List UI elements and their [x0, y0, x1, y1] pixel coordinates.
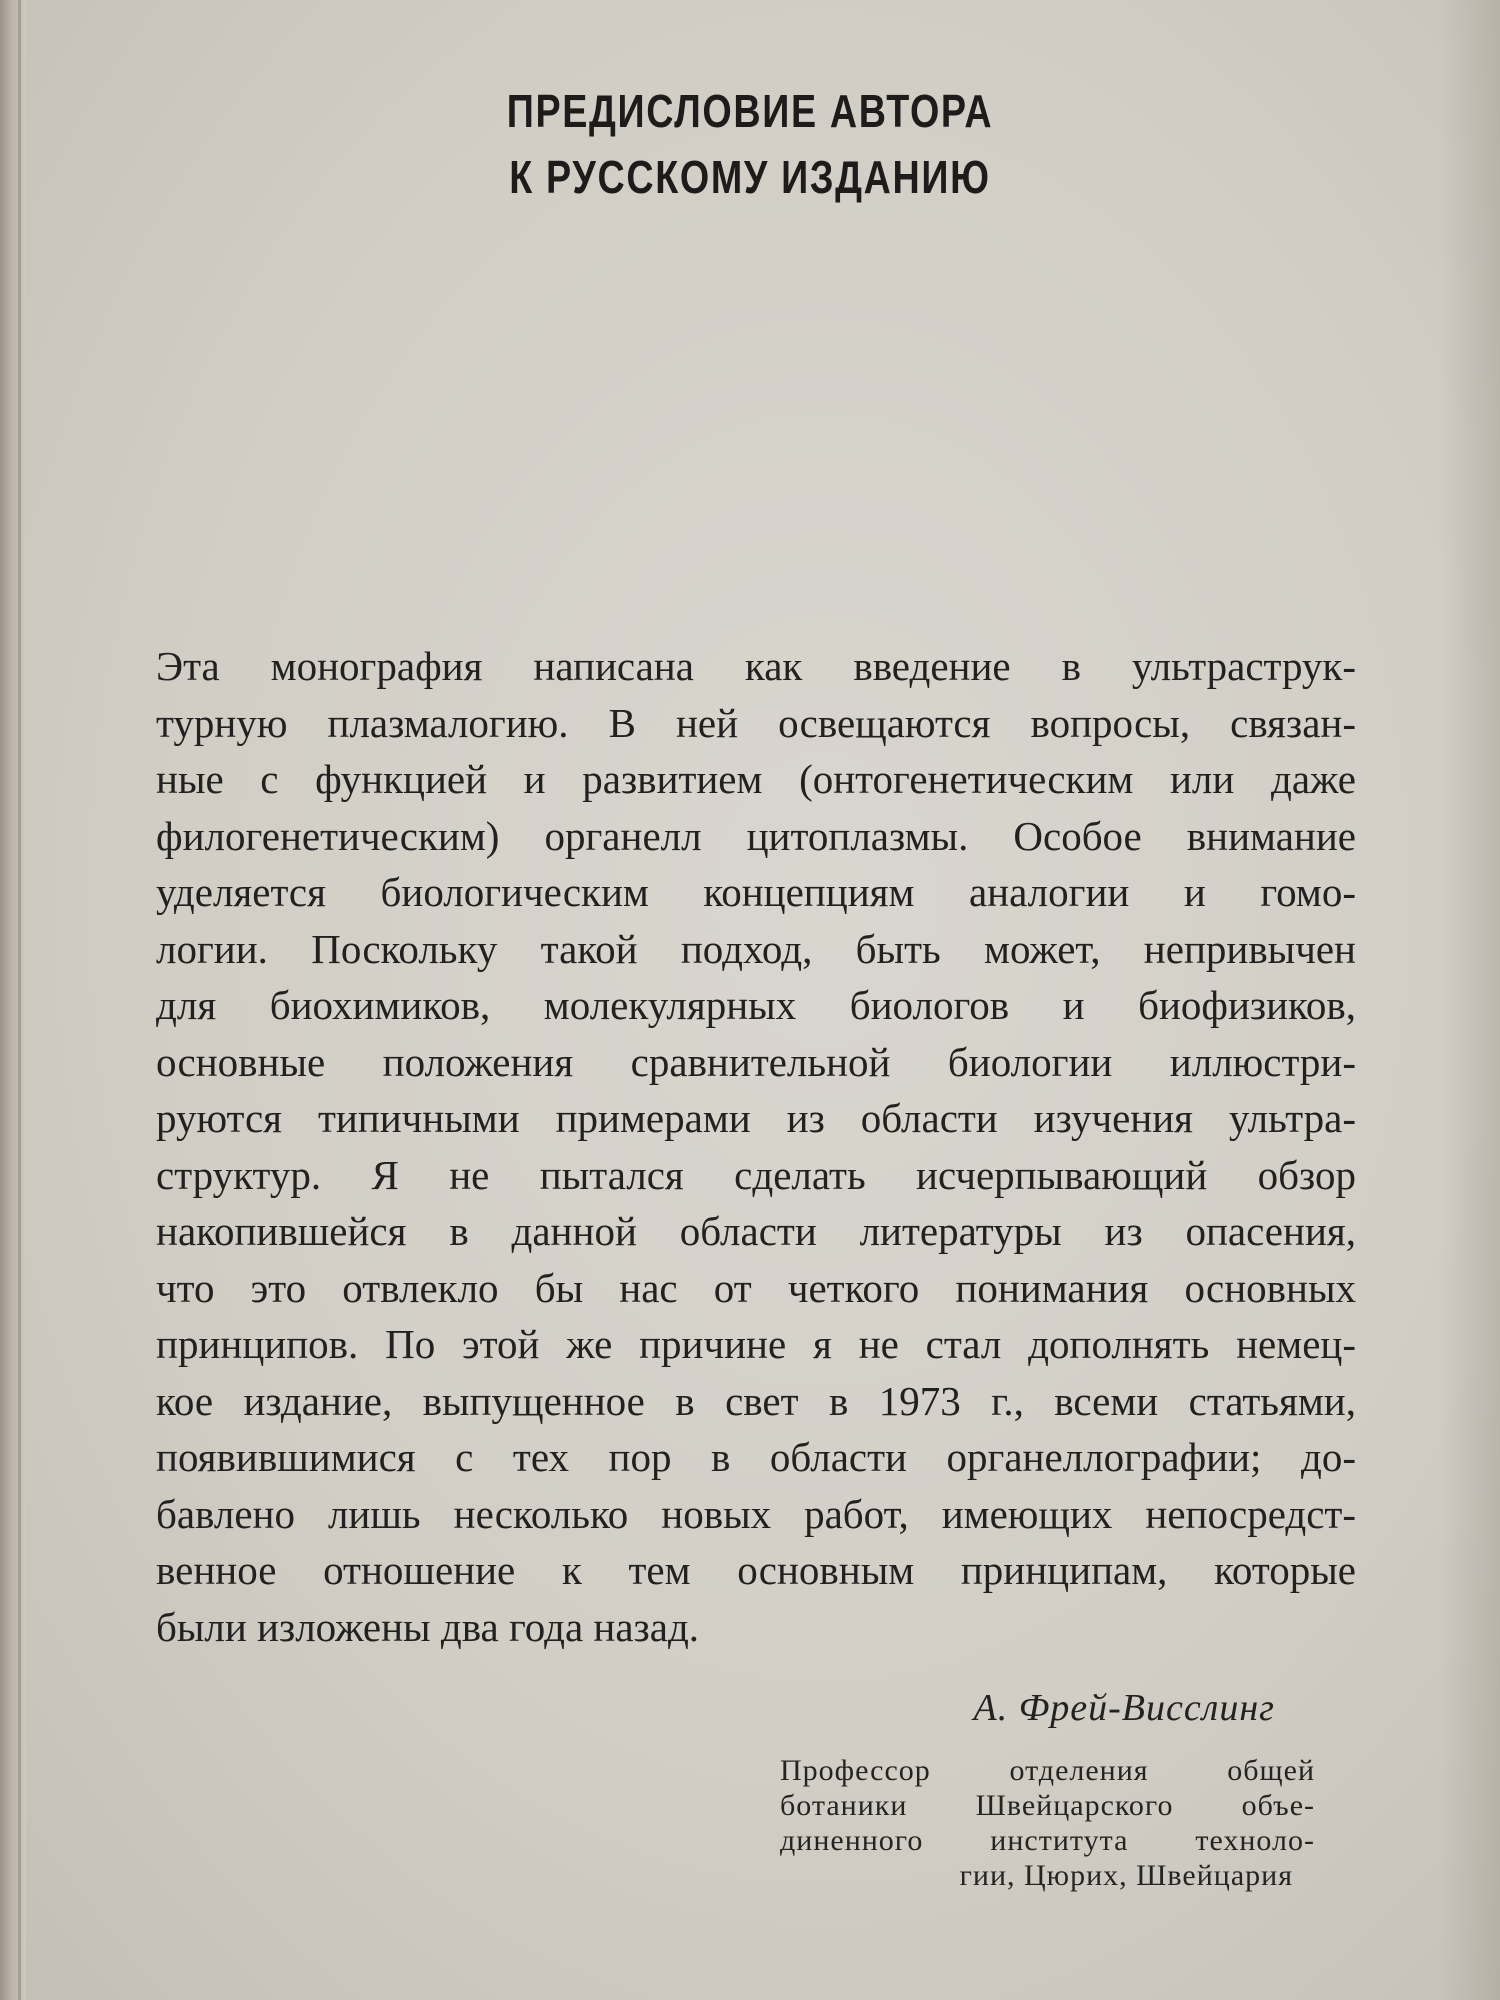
body-line: были изложены два года назад. [156, 1603, 700, 1650]
affiliation-line: диненного института техноло- [780, 1824, 1315, 1857]
page-title [135, 78, 1365, 210]
body-line: принципов. По этой же причине я не стал дополнять немец- [156, 1321, 1356, 1367]
body-line: ные с функцией и развитием (онтогенетическим или даже [156, 756, 1356, 802]
body-line: турную плазмалогию. В ней освещаются вопросы, связан- [156, 699, 1356, 746]
affiliation-line: ботаники Швейцарского объе- [780, 1789, 1315, 1822]
body-line: филогенетическим) органелл цитоплазмы. Особое внимание [156, 812, 1356, 859]
title-line: К РУССКОМУ ИЗДАНИЮ [509, 151, 991, 203]
affiliation-line: Профессор отделения общей [780, 1754, 1315, 1787]
body-line: Эта монография написана как введение в ультраструк- [156, 643, 1356, 689]
author-signature: А. Фрей-Висслинг [973, 1687, 1275, 1729]
author-affiliation [780, 1753, 1315, 1893]
body-line: уделяется биологическим концепциям аналогии и гомо- [156, 869, 1356, 915]
preface-body [96, 638, 1356, 1655]
body-line: венное отношение к тем основным принципам, которые [156, 1547, 1356, 1593]
body-line: кое издание, выпущенное в свет в 1973 г., всеми статьями, [156, 1377, 1356, 1424]
body-line: появившимися с тех пор в области органеллографии; до- [156, 1434, 1356, 1480]
body-line: структур. Я не пытался сделать исчерпывающий обзор [156, 1151, 1356, 1198]
page-shadow [1440, 0, 1500, 2000]
body-line: бавлено лишь несколько новых работ, имеющих непосредст- [156, 1490, 1356, 1537]
title-line: ПРЕДИСЛОВИЕ АВТОРА [506, 85, 994, 137]
affiliation-line: гии, Цюрих, Швейцария [959, 1859, 1293, 1892]
body-line: основные положения сравнительной биологии иллюстри- [156, 1038, 1356, 1085]
body-line: накопившейся в данной области литературы из опасения, [156, 1208, 1356, 1254]
body-line: для биохимиков, молекулярных биологов и биофизиков, [156, 982, 1356, 1028]
body-line: руются типичными примерами из области изучения ультра- [156, 1095, 1356, 1141]
body-line: что это отвлекло бы нас от четкого понимания основных [156, 1264, 1356, 1311]
body-line: логии. Поскольку такой подход, быть может, непривычен [156, 925, 1356, 972]
